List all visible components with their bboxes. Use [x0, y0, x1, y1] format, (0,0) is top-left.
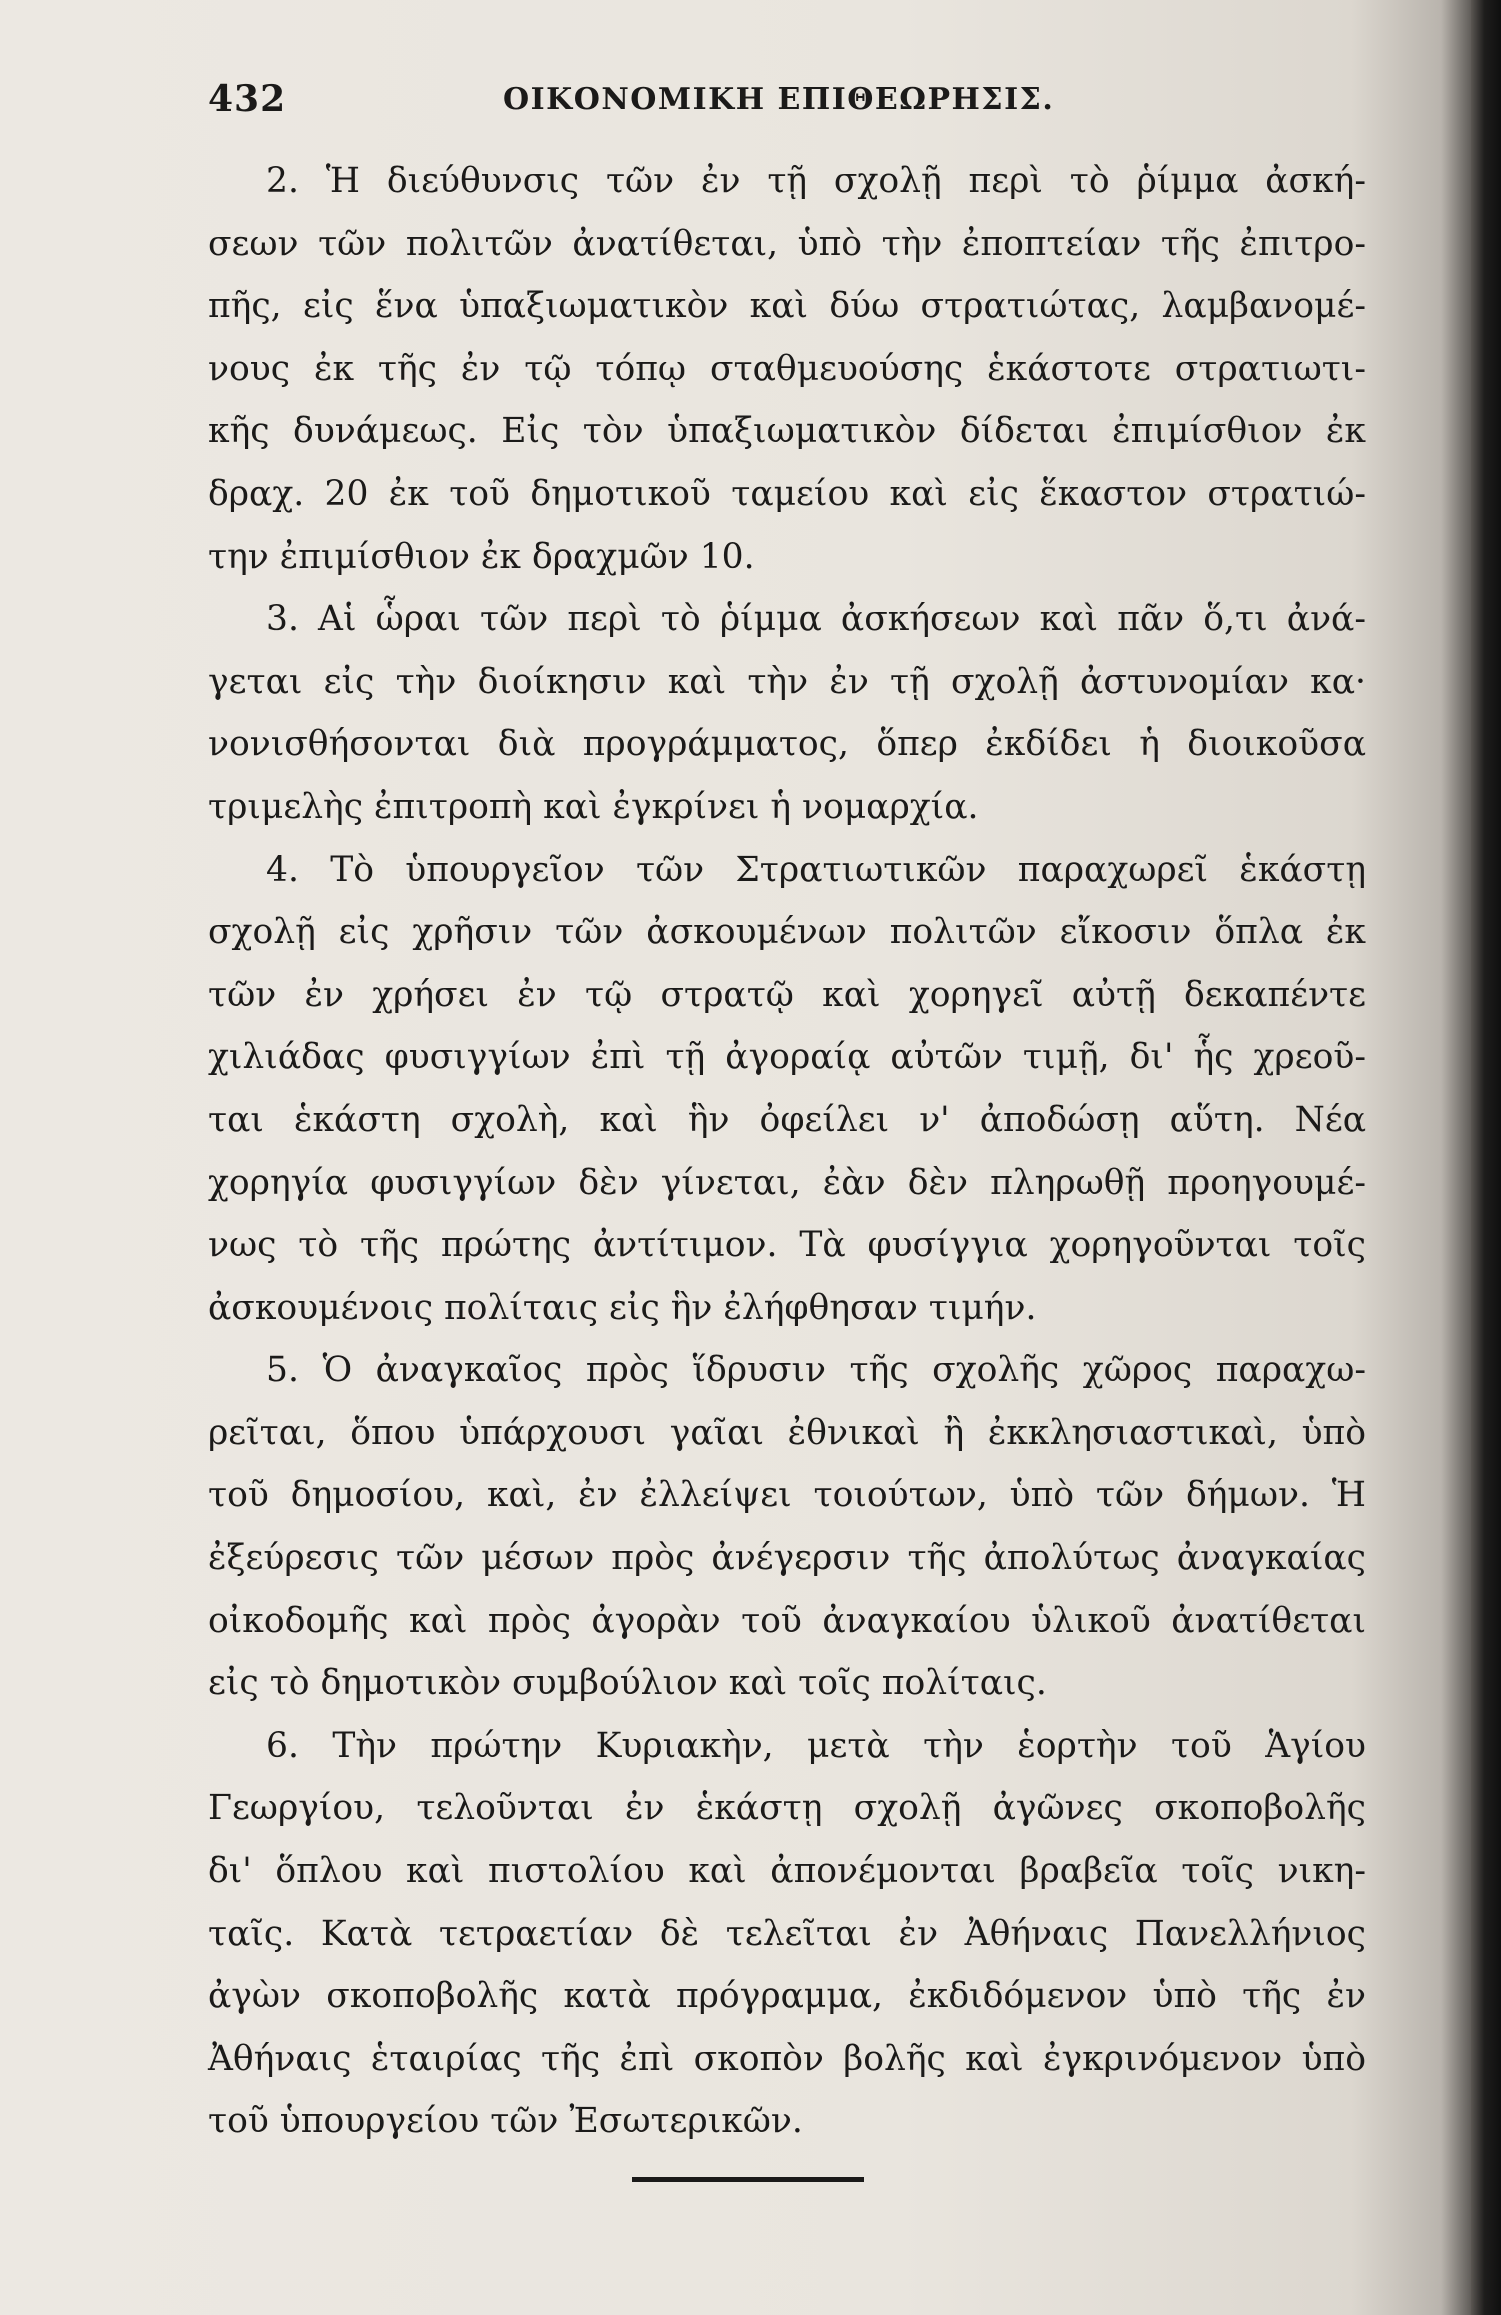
- text-line: 4. Τὸ ὑπουργεῖον τῶν Στρατιωτικῶν παραχωρεῖ ἑκάστῃ: [266, 849, 1366, 890]
- text-line: ἀσκουμένοις πολίταις εἰς ἣν ἐλήφθησαν τιμήν.: [208, 1287, 1037, 1328]
- page-number: 432: [208, 78, 287, 120]
- text-line: την ἐπιμίσθιον ἐκ δραχμῶν 10.: [208, 536, 755, 577]
- text-line: σχολῇ εἰς χρῆσιν τῶν ἀσκουμένων πολιτῶν εἴκοσιν ὅπλα ἐκ: [208, 912, 1366, 953]
- text-line: χιλιάδας φυσιγγίων ἐπὶ τῇ ἀγοραίᾳ αὐτῶν τιμῇ, δι' ἧς χρεοῦ-: [208, 1037, 1366, 1078]
- text-line: σεων τῶν πολιτῶν ἀνατίθεται, ὑπὸ τὴν ἐποπτείαν τῆς ἐπιτρο-: [208, 223, 1366, 264]
- text-line: ρεῖται, ὅπου ὑπάρχουσι γαῖαι ἐθνικαὶ ἢ ἐκκλησιαστικαὶ, ὑπὸ: [208, 1412, 1366, 1453]
- text-line: οἰκοδομῆς καὶ πρὸς ἀγορὰν τοῦ ἀναγκαίου ὑλικοῦ ἀνατίθεται: [208, 1600, 1366, 1641]
- text-line: ται ἑκάστη σχολὴ, καὶ ἣν ὀφείλει ν' ἀποδώσῃ αὕτη. Νέα: [208, 1099, 1366, 1140]
- text-line: τῶν ἐν χρήσει ἐν τῷ στρατῷ καὶ χορηγεῖ αὐτῇ δεκαπέντε: [208, 974, 1366, 1015]
- text-line: 6. Τὴν πρώτην Κυριακὴν, μετὰ τὴν ἑορτὴν τοῦ Ἁγίου: [266, 1725, 1366, 1766]
- text-line: νως τὸ τῆς πρώτης ἀντίτιμον. Τὰ φυσίγγια χορηγοῦνται τοῖς: [208, 1225, 1366, 1266]
- text-line: εἰς τὸ δημοτικὸν συμβούλιον καὶ τοῖς πολίταις.: [208, 1663, 1047, 1704]
- text-line: ταῖς. Κατὰ τετραετίαν δὲ τελεῖται ἐν Ἀθήναις Πανελλήνιος: [208, 1913, 1366, 1954]
- text-line: 2. Ἡ διεύθυνσις τῶν ἐν τῇ σχολῇ περὶ τὸ ῥίμμα ἀσκή-: [266, 161, 1366, 201]
- section-divider-rule: [632, 2177, 864, 2182]
- text-line: χορηγία φυσιγγίων δὲν γίνεται, ἐὰν δὲν πληρωθῇ προηγουμέ-: [208, 1162, 1366, 1203]
- text-line: τοῦ δημοσίου, καὶ, ἐν ἐλλείψει τοιούτων, ὑπὸ τῶν δήμων. Ἡ: [208, 1475, 1366, 1516]
- text-line: δι' ὅπλου καὶ πιστολίου καὶ ἀπονέμονται βραβεῖα τοῖς νικη-: [208, 1851, 1366, 1892]
- page-header: [208, 78, 1398, 138]
- text-line: Ἀθήναις ἑταιρίας τῆς ἐπὶ σκοπὸν βολῆς καὶ ἐγκρινόμενον ὑπὸ: [208, 2038, 1366, 2079]
- text-line: δραχ. 20 ἐκ τοῦ δημοτικοῦ ταμείου καὶ εἰς ἕκαστον στρατιώ-: [208, 473, 1366, 514]
- body-text: [208, 150, 1366, 2153]
- text-line: ἀγὼν σκοποβολῆς κατὰ πρόγραμμα, ἐκδιδόμενον ὑπὸ τῆς ἐν: [208, 1976, 1366, 2017]
- text-line: Γεωργίου, τελοῦνται ἐν ἑκάστῃ σχολῇ ἀγῶνες σκοποβολῆς: [208, 1788, 1366, 1829]
- text-line: 3. Αἱ ὧραι τῶν περὶ τὸ ῥίμμα ἀσκήσεων καὶ πᾶν ὅ,τι ἀνά-: [266, 599, 1366, 640]
- text-line: 5. Ὁ ἀναγκαῖος πρὸς ἵδρυσιν τῆς σχολῆς χῶρος παραχω-: [266, 1350, 1366, 1391]
- text-line: κῆς δυνάμεως. Εἰς τὸν ὑπαξιωματικὸν δίδεται ἐπιμίσθιον ἐκ: [208, 411, 1366, 452]
- text-line: τριμελὴς ἐπιτροπὴ καὶ ἐγκρίνει ἡ νομαρχία.: [208, 786, 979, 827]
- text-line: γεται εἰς τὴν διοίκησιν καὶ τὴν ἐν τῇ σχολῇ ἀστυνομίαν κα·: [208, 661, 1366, 702]
- book-spine-shadow: [1471, 0, 1501, 2315]
- text-line: τοῦ ὑπουργείου τῶν Ἐσωτερικῶν.: [208, 2101, 803, 2142]
- text-line: πῆς, εἰς ἕνα ὑπαξιωματικὸν καὶ δύω στρατιώτας, λαμβανομέ-: [208, 286, 1366, 327]
- text-line: ἐξεύρεσις τῶν μέσων πρὸς ἀνέγερσιν τῆς ἀπολύτως ἀναγκαίας: [208, 1538, 1366, 1579]
- text-line: νους ἐκ τῆς ἐν τῷ τόπῳ σταθμευούσης ἑκάστοτε στρατιωτι-: [208, 348, 1366, 389]
- text-line: νονισθήσονται διὰ προγράμματος, ὅπερ ἐκδίδει ἡ διοικοῦσα: [208, 724, 1366, 765]
- running-title: ΟΙΚΟΝΟΜΙΚΗ ΕΠΙΘΕΩΡΗΣΙΣ.: [503, 82, 1055, 117]
